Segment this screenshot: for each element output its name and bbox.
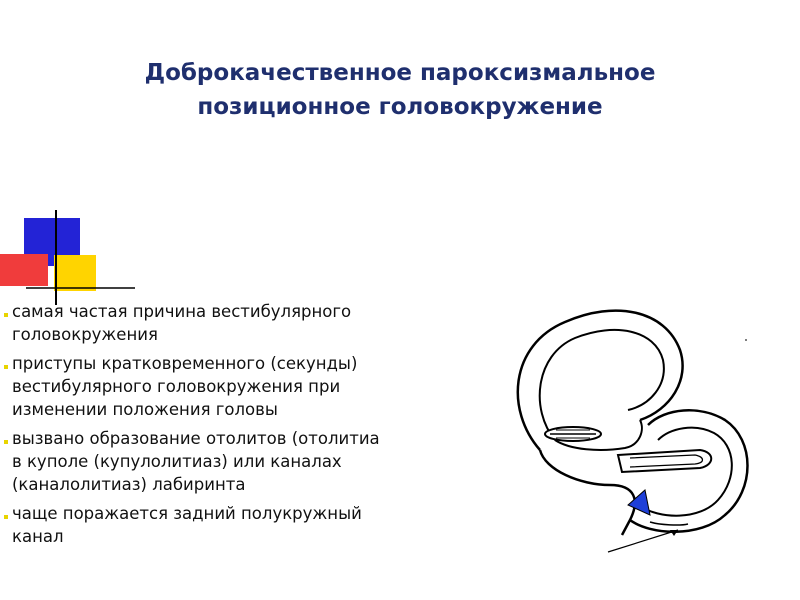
bullet-line: в куполе (купулолитиаз) или каналах: [12, 452, 342, 471]
canal-lower-edge: [650, 522, 688, 525]
arrow-head-icon: [670, 530, 678, 536]
bullet-line: головокружения: [12, 325, 158, 344]
bullet-line: (каналолитиаз) лабиринта: [12, 475, 246, 494]
bullet-item: [4, 427, 474, 496]
deco-red-square: [0, 254, 48, 286]
speck: [745, 339, 747, 341]
bullet-item: [4, 352, 474, 421]
bullet-marker-icon: [4, 365, 8, 369]
posterior-canal-inner: [638, 428, 732, 516]
bullet-line: приступы кратковременного (секунды): [12, 354, 358, 373]
bullet-line: чаще поражается задний полукружный: [12, 504, 362, 523]
bullet-line: вестибулярного головокружения при: [12, 377, 341, 396]
slide-title-line-1: Доброкачественное пароксизмальное: [144, 60, 656, 86]
bullet-line: вызвано образование отолитов (отолитиа: [12, 429, 380, 448]
semicircular-canal-diagram: [500, 300, 790, 560]
bullet-marker-icon: [4, 440, 8, 444]
bullet-line: самая частая причина вестибулярного: [12, 302, 352, 321]
ampulla: [618, 450, 711, 472]
slide-title-line-2: позиционное головокружение: [197, 94, 603, 120]
decorative-squares: [0, 205, 140, 305]
bullet-marker-icon: [4, 313, 8, 317]
bullet-list: [4, 300, 474, 554]
bullet-marker-icon: [4, 515, 8, 519]
bullet-item: [4, 300, 474, 346]
bullet-line: изменении положения головы: [12, 400, 278, 419]
deco-yellow-square: [54, 255, 96, 291]
bullet-item: [4, 502, 474, 548]
slide-title: [40, 56, 760, 124]
bullet-line: канал: [12, 527, 64, 546]
superior-canal-inner: [540, 330, 664, 440]
direction-arrow: [608, 530, 678, 552]
